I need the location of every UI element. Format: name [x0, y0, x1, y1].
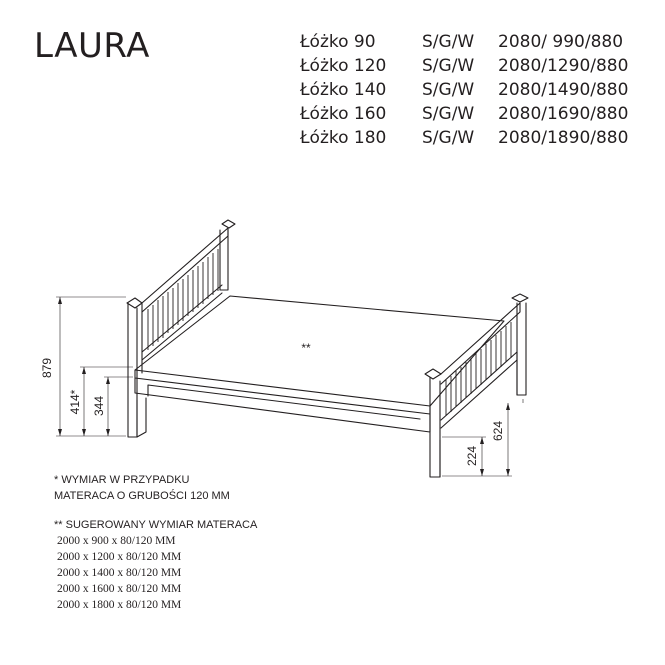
spec-model: Łóżko 140 — [300, 80, 387, 100]
mattress-marker: ** — [301, 341, 311, 355]
spec-model: Łóżko 160 — [300, 104, 387, 124]
dimension-foot-height: 624 — [491, 420, 505, 442]
mattress-size-item: 2000 x 1200 x 80/120 MM — [57, 551, 182, 563]
dimension-total-height: 879 — [40, 357, 54, 379]
note-asterisk-line1: * WYMIAR W PRZYPADKU — [54, 474, 190, 486]
note-double-asterisk: ** SUGEROWANY WYMIAR MATERACA — [54, 519, 258, 531]
spec-model: Łóżko 180 — [300, 128, 387, 148]
mattress-size-list — [57, 533, 181, 613]
spec-code: S/G/W — [422, 56, 475, 76]
mattress-size-item: 2000 x 1800 x 80/120 MM — [57, 599, 182, 611]
mattress-size-item: 2000 x 1600 x 80/120 MM — [57, 583, 182, 595]
dimension-frame-top: 344 — [92, 395, 106, 417]
mattress-size-item: 2000 x 900 x 80/120 MM — [57, 535, 176, 547]
spec-model: Łóżko 120 — [300, 56, 387, 76]
spec-dims: 2080/1290/880 — [498, 56, 629, 76]
mattress-size-item: 2000 x 1400 x 80/120 MM — [57, 567, 182, 579]
spec-code: S/G/W — [422, 80, 475, 100]
spec-dims: 2080/1490/880 — [498, 80, 629, 100]
product-title: LAURA — [34, 26, 150, 66]
spec-model: Łóżko 90 — [300, 32, 376, 52]
spec-code: S/G/W — [422, 32, 475, 52]
spec-dims: 2080/1690/880 — [498, 104, 629, 124]
dimension-clearance: 224 — [465, 445, 479, 467]
spec-dims: 2080/ 990/880 — [498, 32, 624, 52]
spec-dims: 2080/1890/880 — [498, 128, 629, 148]
spec-code: S/G/W — [422, 104, 475, 124]
mattress-top — [135, 296, 504, 406]
note-asterisk-line2: MATERACA O GRUBOŚCI 120 MM — [54, 490, 230, 502]
spec-code: S/G/W — [422, 128, 475, 148]
notes — [54, 472, 257, 533]
dimension-mattress-top: 414* — [68, 389, 82, 415]
